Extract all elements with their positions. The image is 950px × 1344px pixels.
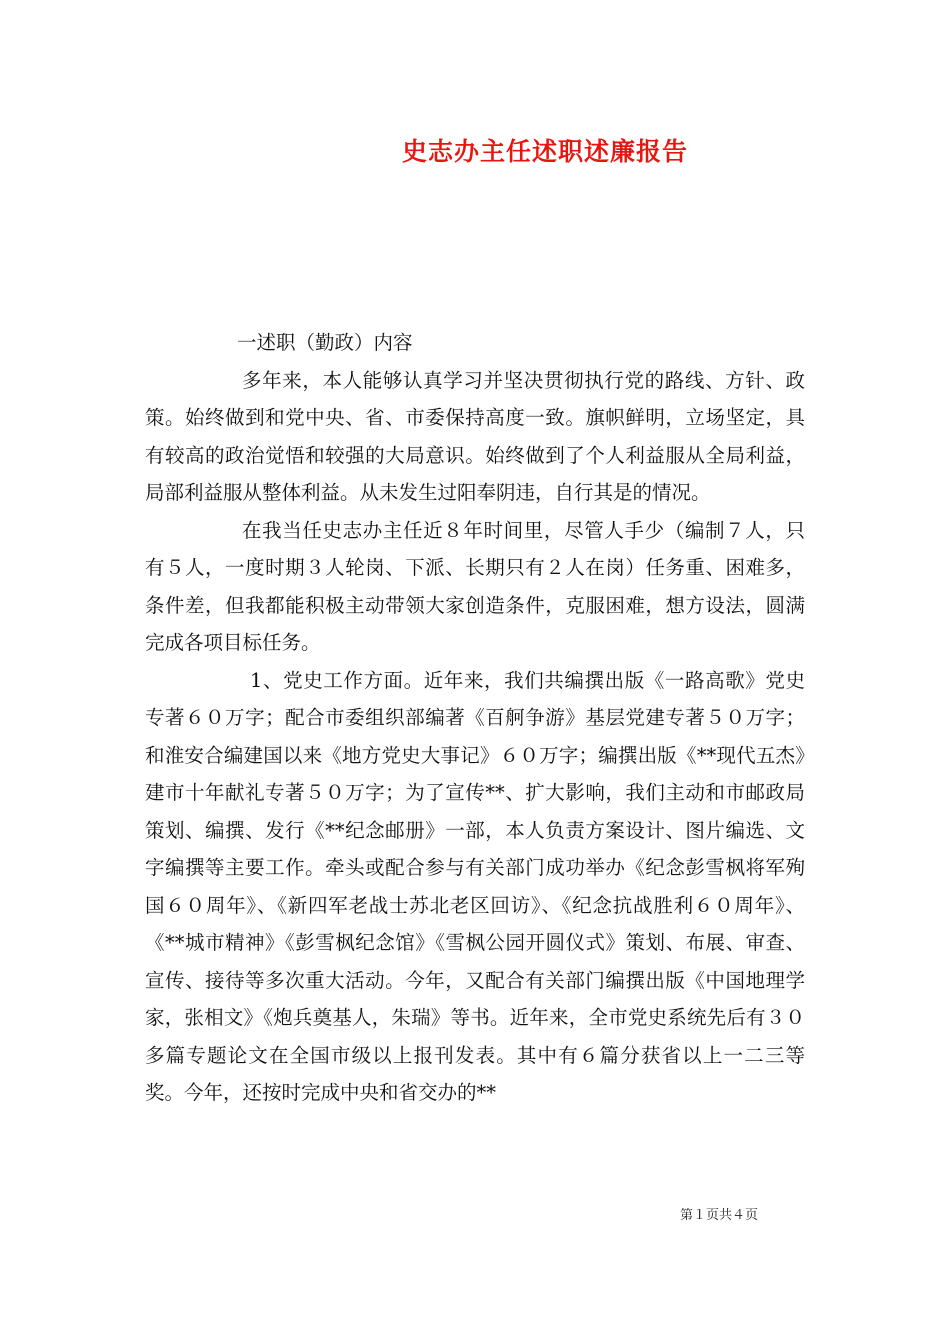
page-footer: 第１页共４页 [680, 1208, 759, 1223]
paragraph-2: 在我当任史志办主任近８年时间里，尽管人手少（编制７人，只有５人，一度时期３人轮岗、下派、长期只有２人在岗）任务重、困难多，条件差，但我都能积极主动带领大家创造条件，克服困难，想方设法，圆满完成各项目标任务。 [145, 518, 805, 654]
paragraph-3: 1、党史工作方面。近年来，我们共编撰出版《一路高歌》党史专著６０万字；配合市委组织部编著《百舸争游》基层党建专著５０万字；和淮安合编建国以来《地方党史大事记》６０万字；编撰出版《**现代五杰》建市十年献礼专著５０万字；为了宣传**、扩大影响，我们主动和市邮政局策划、编撰、发行《**纪念邮册》一部，本人负责方案设计、图片编选、文字编撰等主要工作。牵头或配合参与有关部门成功举办《纪念彭雪枫将军殉国６０周年》、《新四军老战士苏北老区回访》、《纪念抗战胜利６０周年》、《**城市精神》《彭雪枫纪念馆》《雪枫公园开圆仪式》策划、布展、审查、宣传、接待等多次重大活动。今年，又配合有关部门编撰出版《中国地理学家，张相文》《炮兵奠基人，朱瑞》等书。近年来，全市党史系统先后有３０多篇专题论文在全国市级以上报刊发表。其中有６篇分获省以上一二三等奖。今年，还按时完成中央和省交办的** [145, 668, 805, 1104]
document-title: 史志办主任述职述廉报告 [401, 137, 688, 166]
paragraph-1: 多年来，本人能够认真学习并坚决贯彻执行党的路线、方针、政策。始终做到和党中央、省、市委保持高度一致。旗帜鲜明，立场坚定，具有较高的政治觉悟和较强的大局意识。始终做到了个人利益服从全局利益，局部利益服从整体利益。从未发生过阳奉阴违，自行其是的情况。 [145, 368, 805, 504]
section-heading: 一述职（勤政）内容 [237, 331, 413, 354]
document-body [145, 324, 805, 1112]
